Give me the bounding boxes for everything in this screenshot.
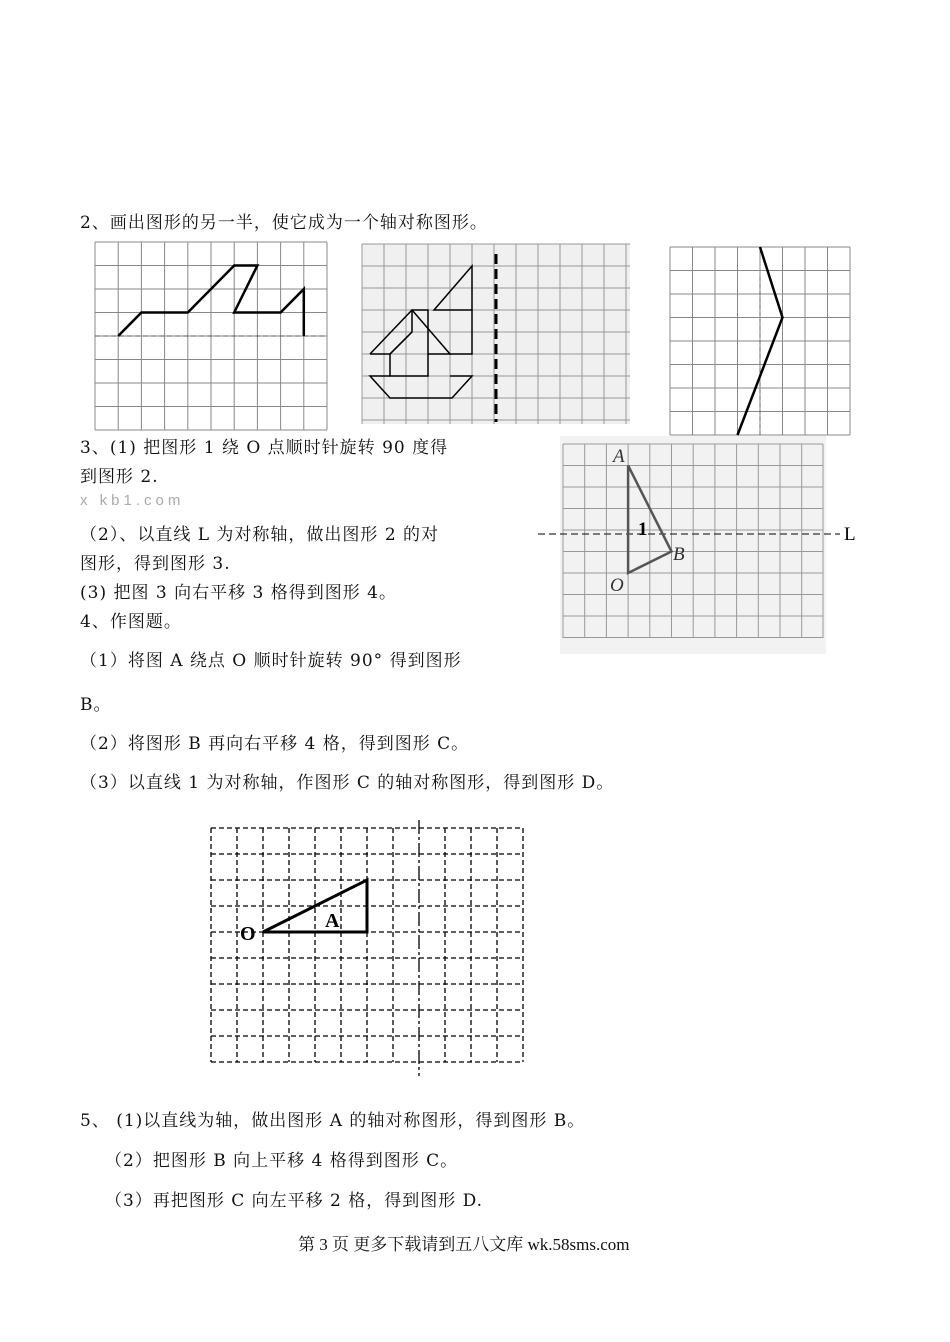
q4-line-4: （3）以直线 1 为对称轴，作图形 C 的轴对称图形，得到图形 D。 [80,773,615,793]
watermark: x kb1.com [80,492,185,509]
q5-line-3: （3）再把图形 C 向左平移 2 格，得到图形 D. [105,1191,484,1211]
q2-grid-3 [670,247,850,435]
label-O: O [240,923,256,945]
q3-line-5: (3) 把图 3 向右平移 3 格得到图形 4。 [80,583,397,603]
label-L: L [844,524,856,545]
page-footer: 第 3 页 更多下载请到五八文库 wk.58sms.com [298,1235,630,1254]
q4-line-3: （2）将图形 B 再向右平移 4 格，得到图形 C。 [80,734,470,754]
q2-grid-2 [362,244,630,424]
q3-line-3: （2）、以直线 L 为对称轴，做出图形 2 的对 [80,525,440,545]
q4-figure [205,820,535,1080]
q3-line-2: 到图形 2. [80,467,159,487]
label-1: 1 [638,519,648,540]
label-A: A [613,446,625,467]
q2-grid-1 [95,242,327,430]
q3-line-4: 图形，得到图形 3. [80,554,231,574]
q4-title: 4、作图题。 [80,612,182,632]
q3-figure [560,436,860,654]
q2-title: 2、画出图形的另一半，使它成为一个轴对称图形。 [80,213,488,233]
q5-line-1: 5、 (1)以直线为轴，做出图形 A 的轴对称图形，得到图形 B。 [80,1111,586,1131]
q5-line-2: （2）把图形 B 向上平移 4 格得到图形 C。 [105,1151,459,1171]
label-B: B [673,544,685,565]
label-O: O [610,575,624,596]
label-A: A [325,910,340,932]
dashed-grid-lines [211,828,523,1062]
q3-line-1: 3、(1) 把图形 1 绕 O 点顺时针旋转 90 度得 [80,438,449,458]
q4-line-2: B。 [80,695,112,715]
q4-line-1: （1）将图 A 绕点 O 顺时针旋转 90° 得到图形 [80,651,462,671]
